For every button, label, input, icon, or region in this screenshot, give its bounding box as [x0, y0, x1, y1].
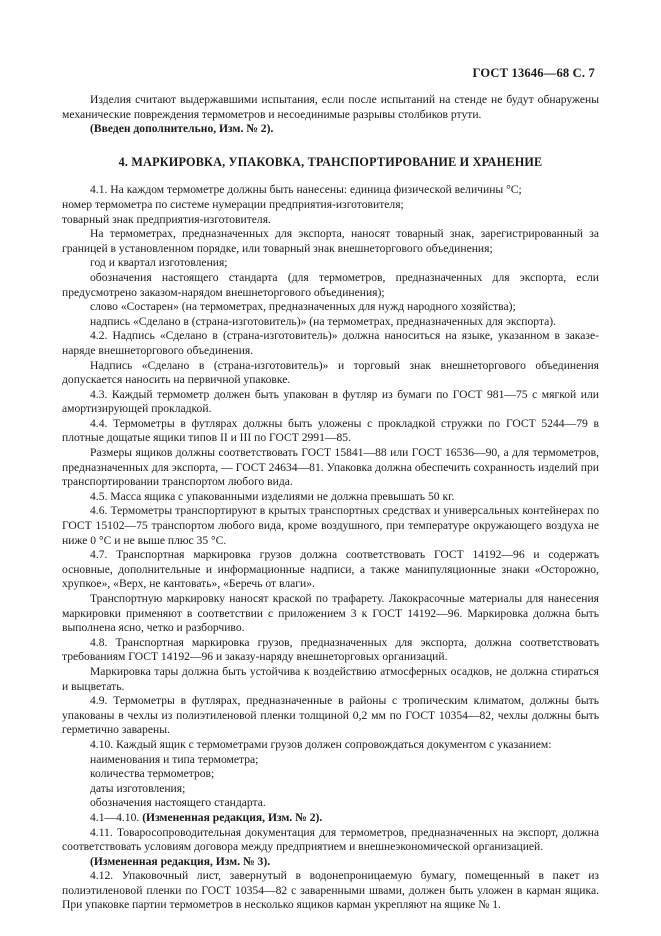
clause-4-1-item: надпись «Сделано в (страна-изготовитель)» (на термометрах, предназначенных для экспорта). [90, 314, 557, 328]
clause-4-6: 4.6. Термометры транспортируют в крытых транспортных средствах и универсальных контейнерах по ГОСТ 15102—75 транспортом любого вида, кроме воздушного, при температуре окружающего воздуха не ниже 0 °С и не выше плюс 35 °С. [62, 504, 599, 547]
clause-4-11: 4.11. Товаросопроводительная документация для термометров, предназначенных на экспорт, должна соответствовать условиям договора между предприятием и внешнеэкономической организацией. [62, 825, 599, 854]
clause-4-2-extra: Надпись «Сделано в (страна-изготовитель)» и торговый знак внешнеторгового объединения допускается наносить на первичной упаковке. [62, 358, 599, 387]
clause-4-7: 4.7. Транспортная маркировка грузов должна соответствовать ГОСТ 14192—96 и содержать основные, дополнительные и информационные надписи, а также манипуляционные знаки «Осторожно, хрупкое», «Верх, не кантовать», «Беречь от влаги». [62, 548, 599, 591]
clause-4-10-item: количества термометров; [90, 767, 215, 781]
clause-4-10-item: даты изготовления; [90, 781, 186, 795]
clause-4-2: 4.2. Надпись «Сделано в (страна-изготовитель)» должна наноситься на языке, указанном в заказе-наряде внешнеторгового объединения. [62, 329, 599, 357]
clause-4-8-extra: Маркировка тары должна быть устойчива к воздействию атмосферных осадков, не должна стираться и выцветать. [62, 664, 599, 693]
clause-4-1-item: год и квартал изготовления; [90, 256, 228, 270]
clause-4-4-extra: Размеры ящиков должны соответствовать ГОСТ 15841—88 или ГОСТ 16536—90, а для термометров, предназначенных для экспорта, — ГОСТ 24634—81. Упаковка должна обеспечить сохранность изделий при транспортировании транспортом любого вида. [62, 446, 599, 489]
clause-4-1-item: слово «Состарен» (на термометрах, предназначенных для нужд народного хозяйства); [90, 300, 516, 314]
clause-4-1-export: На термометрах, предназначенных для экспорта, наносят товарный знак, зарегистрированный за границей в установленном порядке, или товарный знак внешнеторгового объединения; [62, 227, 599, 255]
amendment-note-3: (Измененная редакция, Изм. № 3). [90, 854, 271, 868]
clause-4-7-extra: Транспортную маркировку наносят краской по трафарету. Лакокрасочные материалы для нанесения маркировки применяют в соответствии с приложением 3 к ГОСТ 14192—96. Маркировка должна быть выполнена ясно, четко и разборчиво. [62, 592, 599, 635]
clause-4-12: 4.12. Упаковочный лист, завернутый в водонепроницаемую бумагу, помещенный в пакет из полиэтиленовой пленки по ГОСТ 10354—82 с заваренными швами, должен быть уложен в карман ящика. При упаковке партии термометров в несколько ящиков карман укрепляют на ящике № 1. [62, 869, 599, 912]
amendment-note: (Введен дополнительно, Изм. № 2). [90, 122, 274, 136]
clause-4-8: 4.8. Транспортная маркировка грузов, предназначенных для экспорта, должна соответствовать требованиям ГОСТ 14192—96 и заказу-наряду внешнеторговых организаций. [62, 635, 599, 664]
clause-4-1-item: номер термометра по системе нумерации предприятия-изготовителя; [62, 197, 404, 211]
clause-4-1-item: товарный знак предприятия-изготовителя. [62, 212, 271, 226]
clause-4-10: 4.10. Каждый ящик с термометрами грузов должен сопровождаться документом с указанием: [90, 737, 552, 751]
clause-4-10-item: наименования и типа термометра; [90, 752, 259, 766]
clause-4-10-item: обозначения настоящего стандарта. [90, 796, 266, 810]
amendment-range: 4.1—4.10. [90, 810, 140, 824]
clause-4-4: 4.4. Термометры в футлярах должны быть уложены с прокладкой стружки по ГОСТ 5244—79 в плотные дощатые ящики типов II и III по ГОСТ 2991—85. [62, 416, 599, 445]
section-title: 4. МАРКИРОВКА, УПАКОВКА, ТРАНСПОРТИРОВАНИЕ И ХРАНЕНИЕ [118, 154, 543, 169]
clause-4-5: 4.5. Масса ящика с упакованными изделиями не должна превышать 50 кг. [90, 489, 455, 503]
clause-4-3: 4.3. Каждый термометр должен быть упакован в футляр из бумаги по ГОСТ 981—75 с мягкой или амортизирующей прокладкой. [62, 387, 599, 416]
clause-4-1: 4.1. На каждом термометре должны быть нанесены: единица физической величины °С; [90, 183, 522, 197]
page-body [62, 93, 599, 913]
amendment-note-2 [62, 811, 599, 826]
clause-4-9: 4.9. Термометры в футлярах, предназначенные в районы с тропическим климатом, должны быть упакованы в чехлы из полиэтиленовой пленки толщиной 0,2 мм по ГОСТ 10354—82, чехлы должны быть герметично заварены. [62, 694, 599, 737]
clause-4-1-item: обозначения настоящего стандарта (для термометров, предназначенных для экспорта, если предусмотрено заказом-нарядом внешнеторгового объединения); [62, 270, 599, 299]
intro-paragraph: Изделия считают выдержавшими испытания, если после испытаний на стенде не будут обнаружены механические повреждения термометров и несоединимые разрывы столбиков ртути. [62, 93, 599, 121]
amendment-text: (Измененная редакция, Изм. № 2). [142, 810, 323, 824]
running-head: ГОСТ 13646—68 С. 7 [472, 66, 595, 80]
